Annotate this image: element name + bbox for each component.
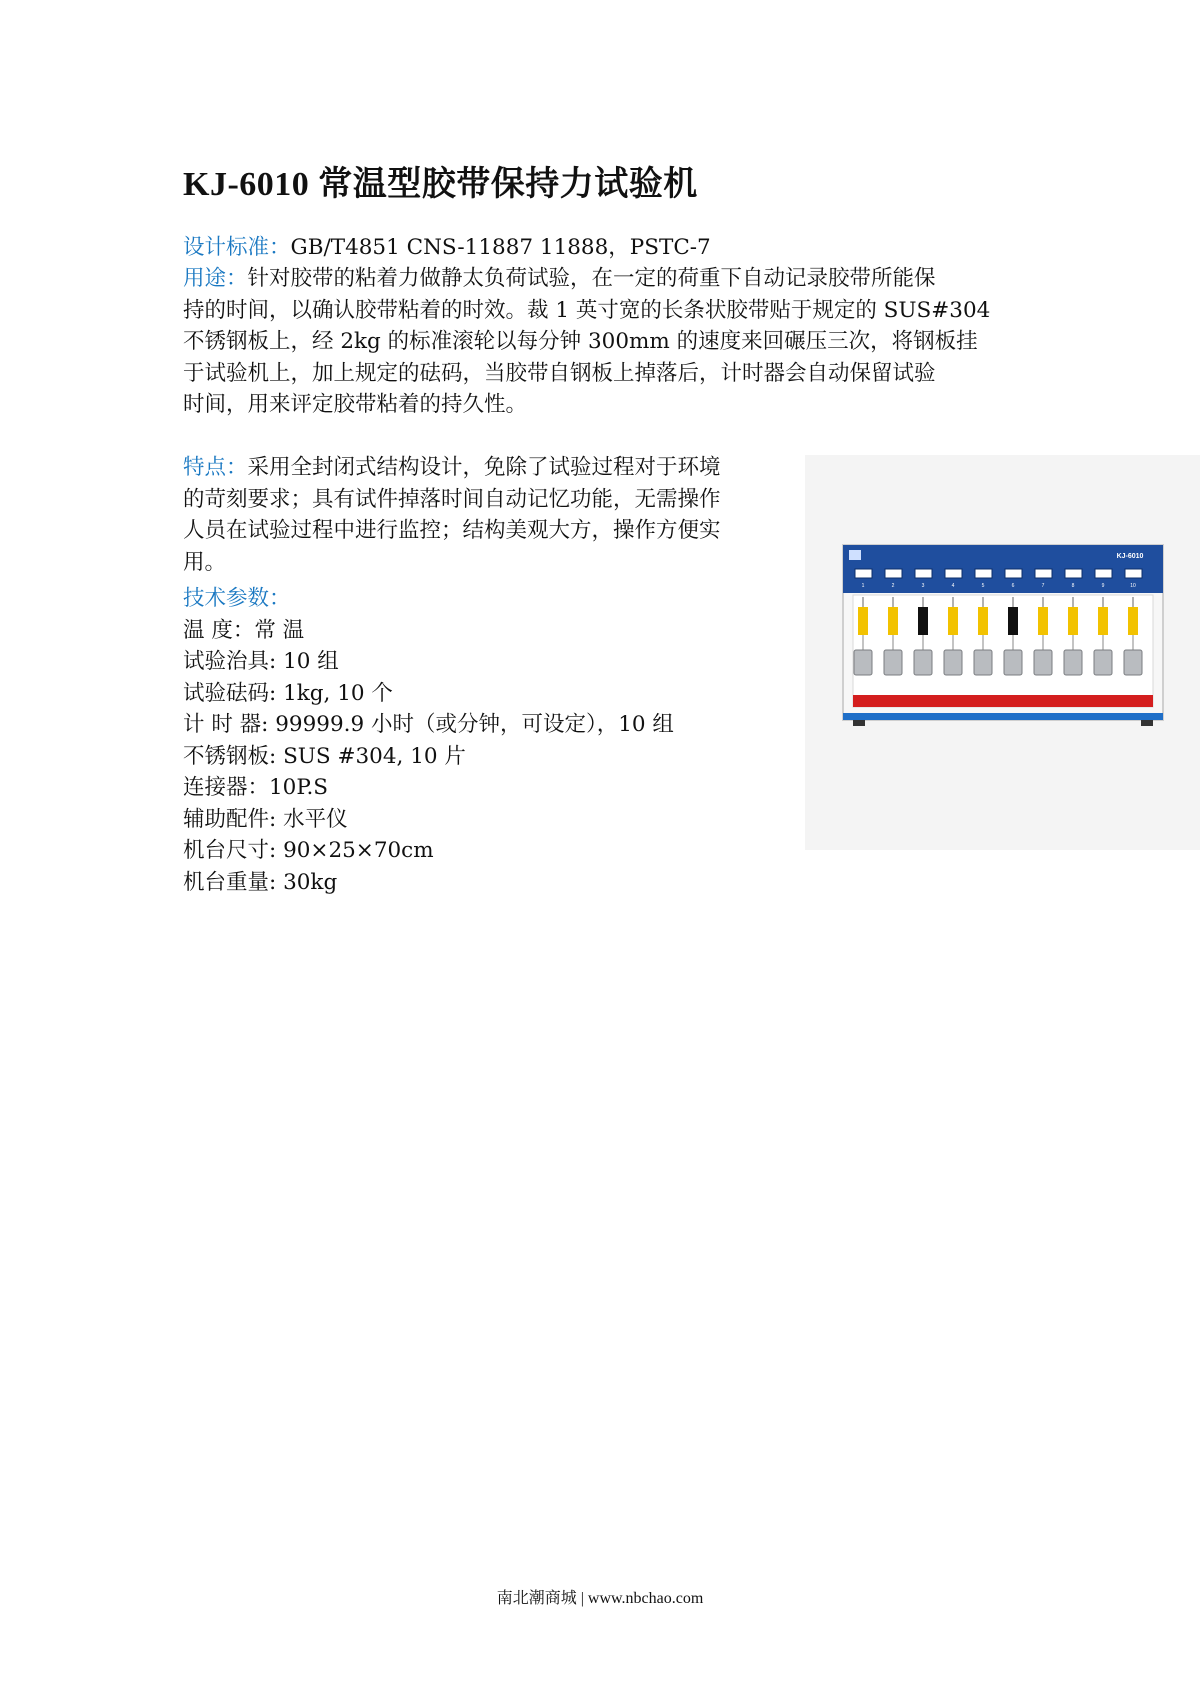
usage-line: 持的时间，以确认胶带粘着的时效。裁 1 英寸宽的长条状胶带贴于规定的 SUS#304 [183, 297, 991, 323]
steel-plate-tape [858, 607, 868, 635]
weight [1034, 650, 1052, 675]
param-item: 计 时 器: 99999.9 小时（或分钟，可设定），10 组 [183, 712, 674, 737]
tech-params-section [183, 583, 674, 898]
timer-number: 6 [1011, 583, 1015, 589]
param-item: 不锈钢板: SUS #304, 10 片 [183, 743, 466, 769]
timer-display [885, 569, 902, 578]
tech-params-label: 技术参数： [183, 586, 291, 611]
weight [974, 650, 992, 675]
timer-display [975, 569, 992, 578]
usage-section [183, 263, 1023, 421]
timer-number: 5 [981, 583, 985, 589]
left-foot [853, 720, 865, 726]
timer-display [1095, 569, 1112, 578]
steel-plate-tape [1128, 607, 1138, 635]
timer-number: 4 [951, 583, 955, 589]
footer: 南北潮商城 | www.nbchao.com [496, 1590, 704, 1607]
features-section [183, 452, 783, 578]
param-item: 连接器：10P.S [183, 775, 329, 800]
timer-display [945, 569, 962, 578]
panel-model-text: KJ-6010 [1116, 553, 1144, 560]
design-standard-label: 设计标准： [183, 235, 291, 260]
steel-plate-tape [888, 607, 898, 635]
features-line: 人员在试验过程中进行监控；结构美观大方，操作方便实 [183, 518, 721, 543]
features-line: 的苛刻要求；具有试件掉落时间自动记忆功能，无需操作 [183, 486, 721, 512]
timer-display [1125, 569, 1142, 578]
timer-number: 10 [1130, 583, 1136, 589]
steel-plate-tape [1038, 607, 1048, 635]
timer-display [1005, 569, 1022, 578]
weight [944, 650, 962, 675]
timer-number: 7 [1041, 583, 1045, 589]
machine-illustration [805, 455, 1200, 850]
design-standard-value: GB/T4851 CNS-11887 11888，PSTC-7 [290, 235, 711, 260]
param-item: 试验治具: 10 组 [183, 649, 339, 674]
timer-number: 3 [921, 583, 925, 589]
steel-plate-tape [948, 607, 958, 635]
brand-logo-icon [849, 550, 861, 560]
timer-number: 2 [891, 583, 895, 589]
page-title: KJ-6010 常温型胶带保持力试验机 [183, 166, 698, 203]
steel-plate-tape [918, 607, 928, 635]
timer-number: 9 [1101, 583, 1105, 589]
weight [1064, 650, 1082, 675]
timer-display [1035, 569, 1052, 578]
param-item: 试验砝码: 1kg, 10 个 [183, 680, 393, 706]
weight [1004, 650, 1022, 675]
features-line: 用。 [183, 549, 227, 575]
usage-line: 时间，用来评定胶带粘着的持久性。 [183, 392, 528, 417]
usage-line: 于试验机上，加上规定的砝码，当胶带自钢板上掉落后，计时器会自动保留试验 [183, 360, 936, 386]
timer-display [855, 569, 872, 578]
steel-plate-tape [1008, 607, 1018, 635]
param-item: 机台重量: 30kg [183, 869, 338, 895]
steel-plate-tape [1098, 607, 1108, 635]
base-strip [843, 713, 1163, 720]
timer-display [915, 569, 932, 578]
features-label: 特点： [183, 455, 248, 480]
param-item: 机台尺寸: 90×25×70cm [183, 838, 434, 863]
timer-display [1065, 569, 1082, 578]
weight [854, 650, 872, 675]
steel-plate-tape [1068, 607, 1078, 635]
features-line: 采用全封闭式结构设计，免除了试验过程对于环境 [247, 455, 721, 480]
weight [914, 650, 932, 675]
weight [1094, 650, 1112, 675]
design-standard [183, 232, 711, 264]
red-base-mat [853, 695, 1153, 707]
machine-photo [805, 455, 1200, 850]
param-item: 辅助配件: 水平仪 [183, 806, 348, 832]
weight [884, 650, 902, 675]
param-item: 温 度：常 温 [183, 617, 305, 643]
weight [1124, 650, 1142, 675]
steel-plate-tape [978, 607, 988, 635]
timer-number: 8 [1071, 583, 1075, 589]
usage-line: 针对胶带的粘着力做静太负荷试验，在一定的荷重下自动记录胶带所能保 [247, 266, 936, 291]
right-foot [1141, 720, 1153, 726]
usage-line: 不锈钢板上，经 2kg 的标准滚轮以每分钟 300mm 的速度来回碾压三次，将钢板挂 [183, 329, 978, 354]
timer-number: 1 [861, 583, 865, 589]
usage-label: 用途： [183, 266, 248, 291]
